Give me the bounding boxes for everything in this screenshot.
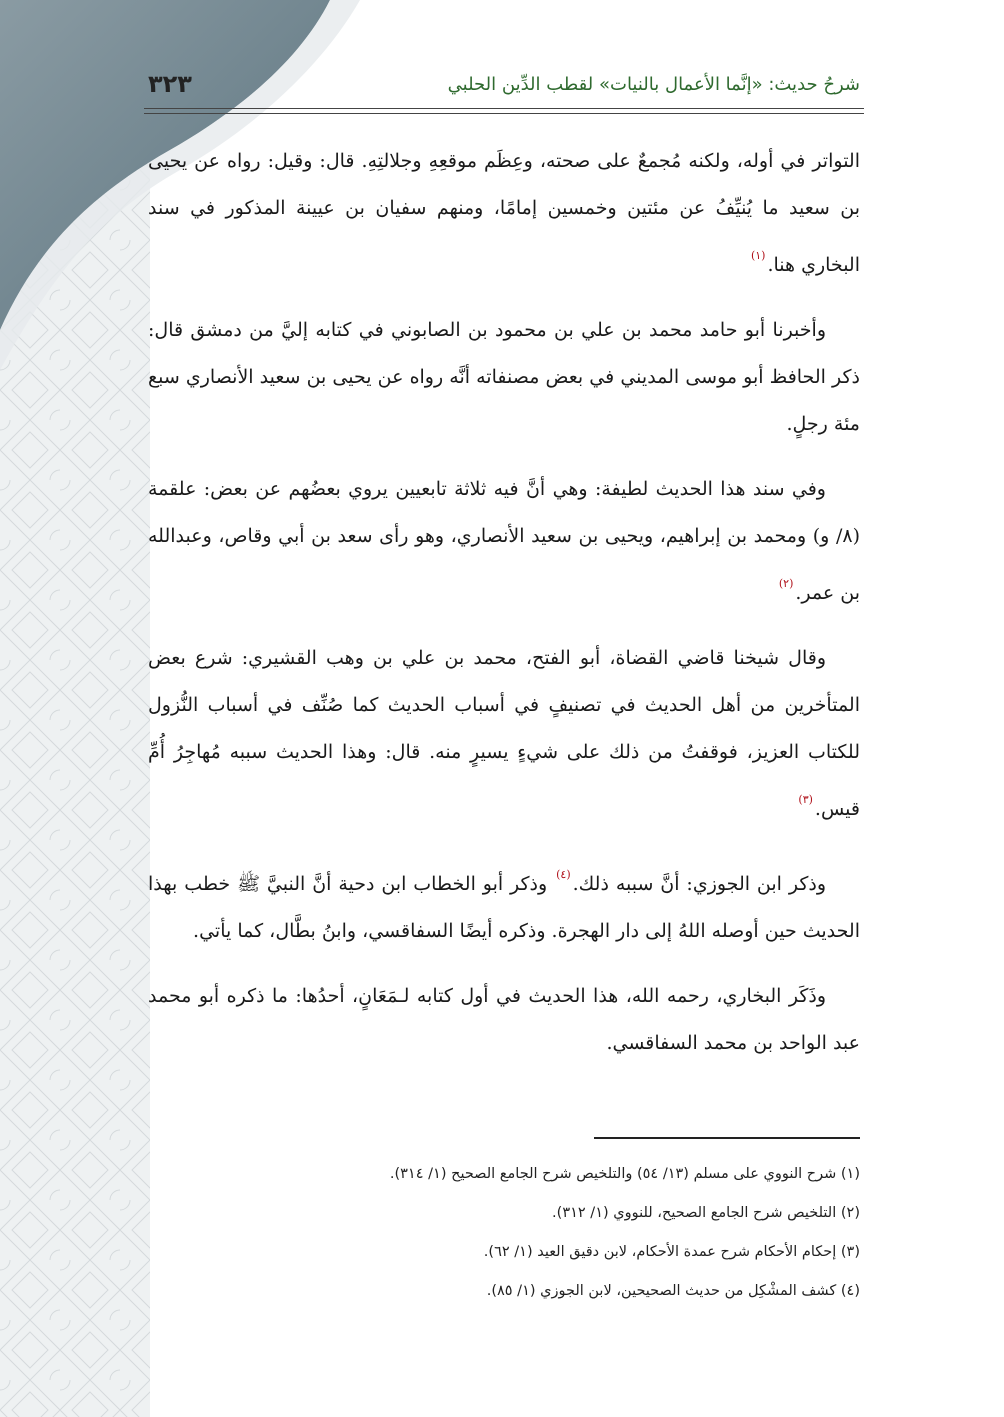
paragraph-1 [148,138,860,289]
footnote-ref-3[interactable]: (٣) [798,793,813,806]
footnote-separator [594,1137,860,1139]
paragraph-text: وأخبرنا أبو حامد محمد بن علي بن محمود بن الصابوني في كتابه إليَّ من دمشق قال: ذكر الحافظ أبو موسى المديني في بعض مصنفاته أنَّه رواه عن يحيى بن سعيد الأنصاري سبع مئة رجلٍ. [148,319,860,435]
footnotes [148,1155,860,1311]
footnote-4: (٤) كشف المشْكِل من حديث الصحيحين، لابن الجوزي (١/ ٨٥). [486,1283,860,1299]
running-title: شرحُ حديث: «إنَّما الأعمال بالنيات» لقطب الدِّين الحلبي [447,73,860,95]
paragraph-text: وذَكَر البخاري، رحمه الله، هذا الحديث في أول كتابه لـمَعَانٍ، أحدُها: ما ذكره أبو محمد عبد الواحد بن محمد السفاقسي. [148,985,860,1054]
paragraph-6 [148,973,860,1067]
footnote-1: (١) شرح النووي على مسلم (١٣/ ٥٤) والتلخيص شرح الجامع الصحيح (١/ ٣١٤). [389,1166,860,1182]
paragraph-text: التواتر في أوله، ولكنه مُجمعٌ على صحته، وعِظَم موقعِهِ وجلالتِهِ. قال: وقيل: رواه عن يحيى بن سعيد ما يُنيِّفُ عن مئتين وخمسين إمامًا، ومنهم سفيان بن عيينة المذكور في سند البخاري هنا. [148,150,860,276]
footnote-ref-4[interactable]: (٤) [556,868,571,881]
paragraph-3 [148,466,860,617]
page-content [148,0,860,1417]
header-rule-top [144,108,864,109]
footnote-ref-1[interactable]: (١) [750,249,766,262]
page-number: ٣٢٣ [148,70,192,98]
paragraph-2 [148,307,860,448]
footnote-3: (٣) إحكام الأحكام شرح عمدة الأحكام، لابن دقيق العيد (١/ ٦٢). [483,1244,860,1260]
footnote-2: (٢) التلخيص شرح الجامع الصحيح، للنووي (١/ ٣١٢). [552,1205,860,1221]
body-text [148,138,860,1085]
paragraph-text-after: وذكر أبو الخطاب ابن دحية أنَّ النبيَّ ﷺ خطب بهذا الحديث حين أوصله اللهُ إلى دار الهجرة. وذكره أيضًا السفاقسي، وابنُ بطَّال، كما يأتي. [148,873,860,942]
paragraph-5 [148,851,860,955]
paragraph-text: وفي سند هذا الحديث لطيفة: وهي أنَّ فيه ثلاثة تابعيين يروي بعضُهم عن بعض: علقمة (٨/ و) ومحمد بن إبراهيم، ويحيى بن سعيد الأنصاري، وهو رأى سعد بن أبي وقاص، وعبدالله بن عمر. [148,478,860,604]
paragraph-text-before: وذكر ابن الجوزي: أنَّ سببه ذلك. [572,873,826,895]
paragraph-text: وقال شيخنا قاضي القضاة، أبو الفتح، محمد بن علي بن وهب القشيري: شرع بعض المتأخرين من أهل الحديث في تصنيفٍ في أسباب الحديث كما صُنِّف في أسباب النُّزول للكتاب العزيز، فوقفتُ من ذلك على شيءٍ يسيرٍ منه. قال: وهذا الحديث سببه مُهاجِرُ أُمِّ قيس. [148,647,860,820]
header-rule-bottom [144,113,864,114]
paragraph-4 [148,635,860,833]
running-header [148,64,860,104]
footnote-ref-2[interactable]: (٢) [778,577,794,590]
